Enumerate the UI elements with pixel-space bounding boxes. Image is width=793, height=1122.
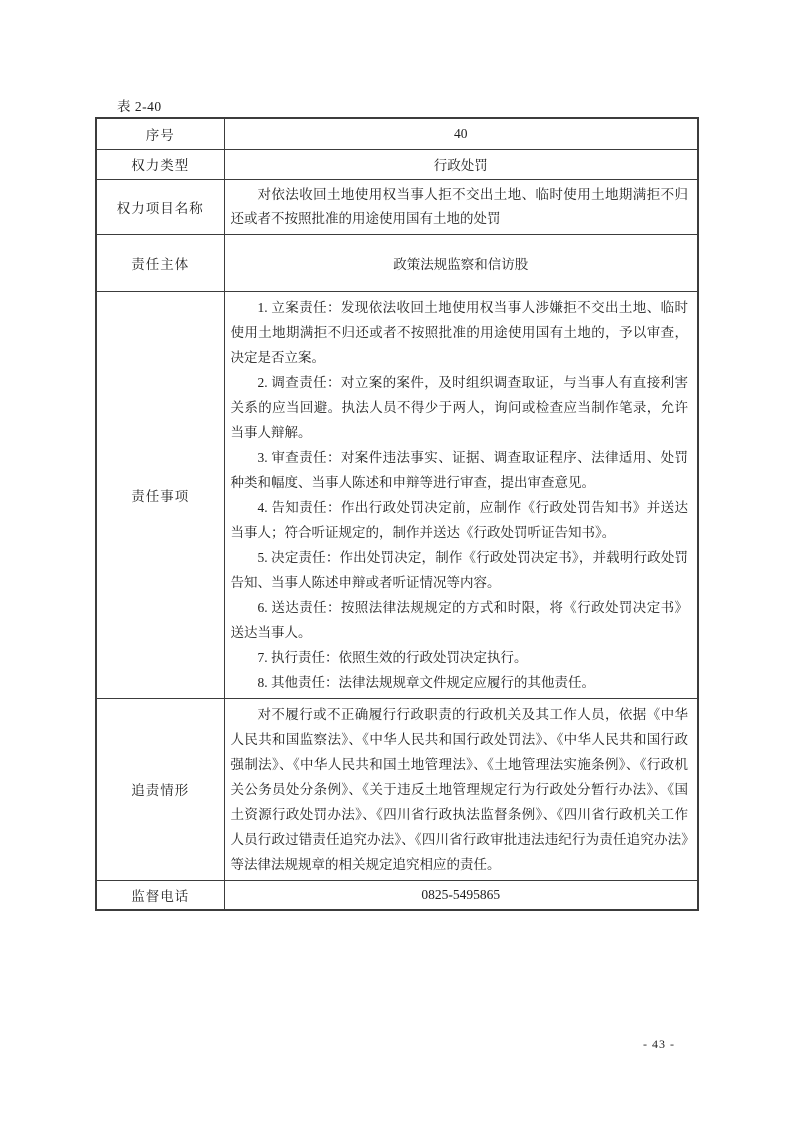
paragraph: 对不履行或不正确履行行政职责的行政机关及其工作人员，依据《中华人民共和国监察法》、《中华人民共和国行政处罚法》、《中华人民共和国行政强制法》、《中华人民共和国土地管理法》、《土地管理法实施条例》、《行政机关公务员处分条例》、《关于违反土地管理规定行为行政处分暂行办法》、《国土资源行政处罚办法》、《四川省行政执法监督条例》、《四川省行政机关工作人员行政过错责任追究办法》、《四川省行政审批违法违纪行为责任追究办法》等法律法规规章的相关规定追究相应的责任。 (230, 706, 688, 872)
table-row-power-item-name (96, 179, 698, 234)
paragraph: 4. 告知责任：作出行政处罚决定前，应制作《行政处罚告知书》并送达当事人；符合听证规定的，制作并送达《行政处罚听证告知书》。 (230, 499, 688, 540)
table-row-supervision-phone (96, 880, 698, 910)
row-label: 追责情形 (96, 698, 224, 880)
paragraph: 对依法收回土地使用权当事人拒不交出土地、临时使用土地期满拒不归还或者不按照批准的用途使用国有土地的处罚 (230, 186, 688, 226)
row-value (224, 698, 698, 880)
row-label: 序号 (96, 118, 224, 149)
row-label: 责任事项 (96, 291, 224, 698)
row-label: 责任主体 (96, 234, 224, 291)
row-label: 权力类型 (96, 149, 224, 179)
row-value: 0825-5495865 (224, 880, 698, 910)
table-row-serial-number (96, 118, 698, 149)
row-value (224, 179, 698, 234)
table-row-responsible-entity (96, 234, 698, 291)
table-caption: 表 2-40 (117, 99, 162, 114)
row-label: 权力项目名称 (96, 179, 224, 234)
row-value: 40 (224, 118, 698, 149)
paragraph: 7. 执行责任：依照生效的行政处罚决定执行。 (257, 649, 528, 665)
paragraph: 6. 送达责任：按照法律法规规定的方式和时限，将《行政处罚决定书》送达当事人。 (230, 599, 688, 640)
table-row-accountability-situations (96, 698, 698, 880)
page-number: - 43 - (643, 1037, 675, 1051)
paragraph: 2. 调查责任：对立案的案件，及时组织调查取证，与当事人有直接利害关系的应当回避。执法人员不得少于两人，询问或检查应当制作笔录，允许当事人辩解。 (230, 374, 688, 440)
power-item-table (95, 117, 699, 911)
row-value: 行政处罚 (224, 149, 698, 179)
row-value (224, 291, 698, 698)
paragraph: 8. 其他责任：法律法规规章文件规定应履行的其他责任。 (257, 674, 595, 690)
table-row-power-type (96, 149, 698, 179)
paragraph: 3. 审查责任：对案件违法事实、证据、调查取证程序、法律适用、处罚种类和幅度、当事人陈述和申辩等进行审查，提出审查意见。 (230, 449, 688, 490)
paragraph: 1. 立案责任：发现依法收回土地使用权当事人涉嫌拒不交出土地、临时使用土地期满拒不归还或者不按照批准的用途使用国有土地的，予以审查，决定是否立案。 (230, 299, 688, 365)
paragraph: 5. 决定责任：作出处罚决定，制作《行政处罚决定书》，并载明行政处罚告知、当事人陈述申辩或者听证情况等内容。 (230, 549, 688, 590)
row-label: 监督电话 (96, 880, 224, 910)
table-row-responsibility-matters (96, 291, 698, 698)
row-value: 政策法规监察和信访股 (224, 234, 698, 291)
